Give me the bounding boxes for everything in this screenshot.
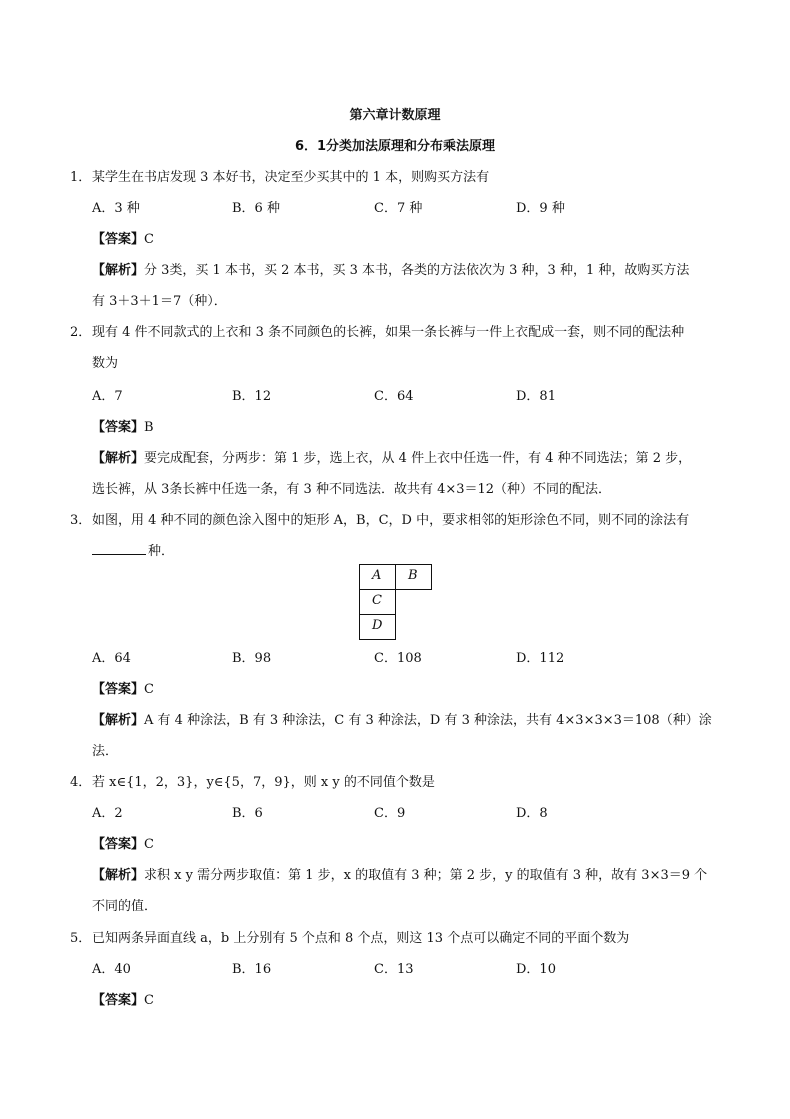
question-2-analysis: 【解析】要完成配套，分两步：第 1 步，选上衣，从 4 件上衣中任选一件，有 4 种不同选法；第 2 步，: [92, 451, 692, 466]
question-2-stem-cont: 数为: [92, 356, 119, 371]
question-5-stem: 5．已知两条异面直线 a，b 上分别有 5 个点和 8 个点，则这 13 个点可以确定不同的平面个数为: [70, 927, 629, 946]
question-3-stem: 3．如图，用 4 种不同的颜色涂入图中的矩形 A，B，C，D 中，要求相邻的矩形涂色不同，则不同的涂法有: [70, 509, 689, 528]
option-a: A．3 种: [92, 201, 140, 216]
section-title: 6．1分类加法原理和分布乘法原理: [294, 139, 496, 154]
question-3-stem-cont: 种．: [92, 540, 174, 559]
question-number: 1．: [70, 170, 92, 185]
option-b: B．6: [232, 806, 263, 821]
chapter-title: 第六章计数原理: [349, 108, 441, 123]
option-c: C．108: [374, 651, 422, 666]
option-d: D．81: [516, 389, 556, 404]
rectangle-b: B: [395, 564, 432, 590]
question-number: 3．: [70, 513, 92, 528]
option-d: D．8: [516, 806, 548, 821]
question-1-answer: 【答案】C: [92, 232, 154, 247]
rectangle-a: A: [359, 564, 396, 590]
option-c: C．13: [374, 962, 414, 977]
option-a: A．64: [92, 651, 131, 666]
question-number: 5．: [70, 931, 92, 946]
option-d: D．112: [516, 651, 565, 666]
rectangle-d: D: [359, 614, 396, 640]
question-4-analysis: 【解析】求积 x y 需分两步取值：第 1 步，x 的取值有 3 种；第 2 步，y 的取值有 3 种，故有 3×3＝9 个: [92, 868, 708, 883]
option-d: D．9 种: [516, 201, 565, 216]
option-d: D．10: [516, 962, 556, 977]
option-b: B．16: [232, 962, 272, 977]
question-number: 4．: [70, 775, 92, 790]
rectangle-c: C: [359, 589, 396, 615]
question-3-analysis-cont: 法．: [92, 744, 119, 759]
option-c: C．64: [374, 389, 414, 404]
rectangle-figure: [359, 564, 431, 639]
question-number: 2．: [70, 325, 92, 340]
question-5-answer: 【答案】C: [92, 993, 154, 1008]
question-3-analysis: 【解析】A 有 4 种涂法，B 有 3 种涂法，C 有 3 种涂法，D 有 3 种涂法，共有 4×3×3×3＝108（种）涂: [92, 713, 712, 728]
question-1-stem: 1．某学生在书店发现 3 本好书，决定至少买其中的 1 本，则购买方法有: [70, 166, 489, 185]
question-2-stem: 2．现有 4 件不同款式的上衣和 3 条不同颜色的长裤，如果一条长裤与一件上衣配成一套，则不同的配法种: [70, 321, 684, 340]
option-c: C．7 种: [374, 201, 423, 216]
question-4-answer: 【答案】C: [92, 837, 154, 852]
question-3-answer: 【答案】C: [92, 682, 154, 697]
option-a: A．2: [92, 806, 123, 821]
question-4-analysis-cont: 不同的值．: [92, 899, 158, 914]
question-2-analysis-cont: 选长裤，从 3条长裤中任选一条，有 3 种不同选法．故共有 4×3＝12（种）不同的配法．: [92, 482, 612, 497]
question-1-analysis: 【解析】分 3类，买 1 本书，买 2 本书，买 3 本书，各类的方法依次为 3 种，3 种，1 种，故购买方法: [92, 263, 690, 278]
question-4-stem: 4．若 x∈{1，2，3}，y∈{5，7，9}，则 x y 的不同值个数是: [70, 771, 435, 790]
option-b: B．6 种: [232, 201, 280, 216]
option-b: B．98: [232, 651, 272, 666]
fill-in-blank: [92, 542, 146, 555]
question-2-answer: 【答案】B: [92, 420, 154, 435]
option-c: C．9: [374, 806, 406, 821]
option-a: A．40: [92, 962, 131, 977]
question-1-analysis-cont: 有 3＋3＋1＝7（种）．: [92, 294, 227, 309]
option-b: B．12: [232, 389, 272, 404]
option-a: A．7: [92, 389, 123, 404]
